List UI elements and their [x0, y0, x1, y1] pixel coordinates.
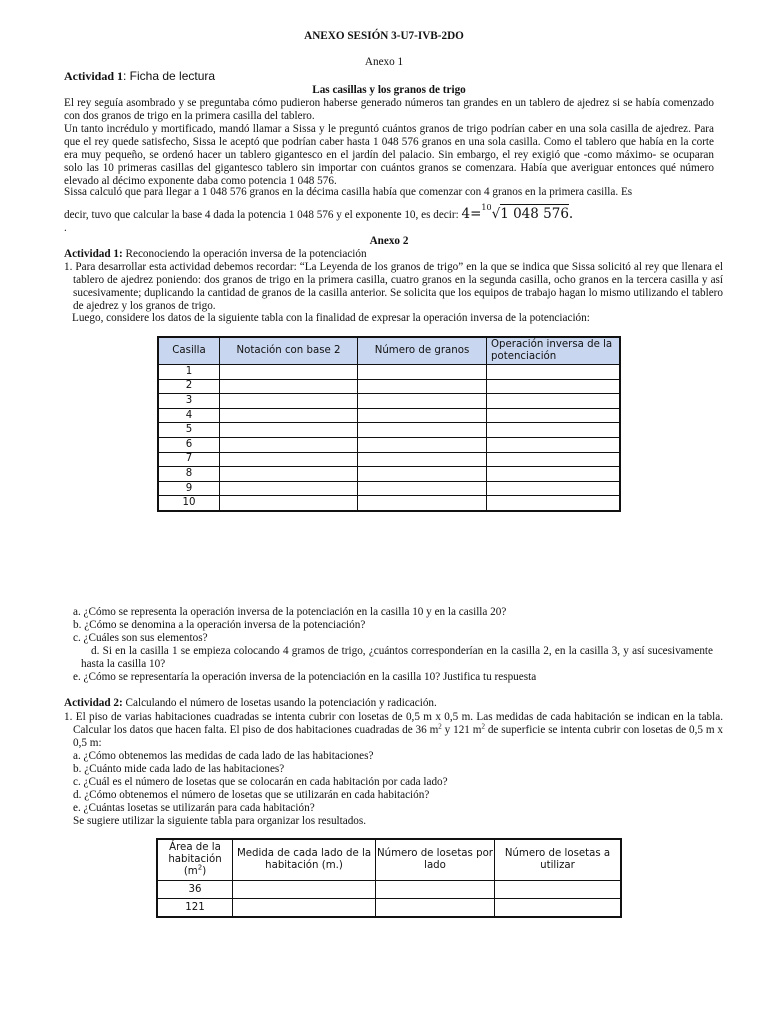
inversa-cell[interactable]: [487, 452, 621, 467]
casilla-cell: 6: [158, 437, 220, 452]
granos-table: [157, 336, 621, 512]
losetas-lado-cell[interactable]: [376, 899, 495, 918]
radical-sign-icon: √: [491, 206, 501, 222]
superscript-2: 2: [481, 722, 485, 731]
formula-lhs: 4=: [461, 206, 482, 222]
area-cell: 36: [157, 881, 233, 899]
notacion-cell[interactable]: [220, 452, 358, 467]
casilla-cell: 9: [158, 481, 220, 496]
notacion-cell[interactable]: [220, 437, 358, 452]
question-a: a. ¿Cómo se representa la operación inversa de la potenciación en la casilla 10 y en la casilla 20?: [73, 606, 507, 618]
question-b: b. ¿Cómo se denomina a la operación inversa de la potenciación?: [73, 619, 366, 631]
question-e: e. ¿Cómo se representaría la operación inversa de la potenciación en la casilla 10? Justifica tu respuesta: [73, 671, 537, 683]
granos-cell[interactable]: [358, 496, 487, 511]
act2-question: a. ¿Cómo obtenemos las medidas de cada lado de las habitaciones?: [73, 750, 374, 762]
casilla-cell: 5: [158, 423, 220, 438]
actividad2-heading: [64, 697, 437, 710]
reading-paragraph-3: Sissa calculó que para llegar a 1 048 576 granos en la décima casilla había que comenzar con 4 granos en la primera casilla. Es: [64, 186, 633, 198]
casilla-cell: 7: [158, 452, 220, 467]
act2-suggest: Se sugiere utilizar la siguiente tabla para organizar los resultados.: [73, 815, 367, 827]
inversa-cell[interactable]: [487, 365, 621, 380]
table-header-cell: [157, 839, 233, 881]
lado-cell[interactable]: [233, 899, 376, 918]
table-header-cell: Número de losetas por lado: [376, 839, 495, 881]
reading-paragraph-2: Un tanto incrédulo y mortificado, mandó llamar a Sissa y le preguntó cuántos granos de trigo podrían caber en una sola casilla de ajedrez. Para que el rey quede satisfecho, Sissa le aceptó que podrían caber hasta 1 048 576 granos en una sola casilla. Como el tablero que había en la corte era muy pequeño, se ordenó hacer un tablero gigantesco en el jardín del palacio. Sin embargo, el rey exigió que -como máximo- se ocuparan solo las 10 primeras casillas del gigantesco tablero sin importar con cuántos granos se comenzara. Había que averiguar entonces qué número elevado al décimo exponente daba como potencia 1 048 576.: [64, 123, 714, 187]
granos-cell[interactable]: [358, 423, 487, 438]
inversa-cell[interactable]: [487, 423, 621, 438]
notacion-cell[interactable]: [220, 365, 358, 380]
superscript-2: 2: [197, 863, 203, 872]
casilla-cell: 4: [158, 408, 220, 423]
casilla-cell: 8: [158, 467, 220, 482]
losetas-total-cell[interactable]: [495, 881, 622, 899]
casilla-cell: 1: [158, 365, 220, 380]
activity-name: Reconociendo la operación inversa de la potenciación: [122, 248, 367, 260]
table-row: [157, 899, 621, 918]
losetas-lado-cell[interactable]: [376, 881, 495, 899]
table-row: [158, 379, 620, 394]
anexo2-label: Anexo 2: [369, 235, 409, 247]
area-header-text: Área de la habitación: [168, 842, 222, 865]
table-header-row: [157, 839, 621, 881]
granos-cell[interactable]: [358, 467, 487, 482]
inversa-cell[interactable]: [487, 408, 621, 423]
activity-prefix: Actividad 1:: [64, 248, 123, 260]
inversa-cell[interactable]: [487, 437, 621, 452]
table-header-cell: Casilla: [158, 337, 220, 365]
table-header-cell: Número de granos: [358, 337, 487, 365]
casilla-cell: 2: [158, 379, 220, 394]
anexo2-item-1: 1. Para desarrollar esta actividad debemos recordar: “La Leyenda de los granos de trigo” en la que se indica que Sissa solicitó al rey que llenara el tablero de ajedrez poniendo: dos granos de trigo en la primera casilla, cuatro granos en la segunda casilla, ocho granos en la tercera casilla y así sucesivamente; duplicando la cantidad de granos de la casilla anterior. Se solicita que los equipos de trabajo hagan lo mismo utilizando el tablero de ajedrez y los granos de trigo.: [64, 261, 723, 312]
casilla-cell: 3: [158, 394, 220, 409]
notacion-cell[interactable]: [220, 467, 358, 482]
activity-name: : Ficha de lectura: [123, 69, 216, 83]
lado-cell[interactable]: [233, 881, 376, 899]
act2-question: d. ¿Cómo obtenemos el número de losetas que se utilizarán en cada habitación?: [73, 789, 430, 801]
formula-period: .: [568, 206, 574, 222]
granos-cell[interactable]: [358, 452, 487, 467]
activity-prefix: Actividad 1: [64, 69, 124, 83]
question-d: d. Si en la casilla 1 se empieza colocando 4 gramos de trigo, ¿cuántos corresponderían en la casilla 2, en la casilla 3, y así sucesivamente hasta la casilla 10?: [81, 645, 713, 670]
inversa-cell[interactable]: [487, 496, 621, 511]
table-header-cell: Número de losetas a utilizar: [495, 839, 622, 881]
root-formula: [461, 203, 574, 222]
granos-cell[interactable]: [358, 379, 487, 394]
table-header-cell: Operación inversa de la potenciación: [487, 337, 621, 365]
question-c: c. ¿Cuáles son sus elementos?: [73, 632, 208, 644]
granos-cell[interactable]: [358, 408, 487, 423]
granos-cell[interactable]: [358, 365, 487, 380]
table-row: [158, 452, 620, 467]
table-row: [158, 467, 620, 482]
table-header-cell: Notación con base 2: [220, 337, 358, 365]
inversa-cell[interactable]: [487, 467, 621, 482]
radicand: 1 048 576: [500, 206, 569, 222]
table-row: [158, 408, 620, 423]
casilla-cell: 10: [158, 496, 220, 511]
notacion-cell[interactable]: [220, 408, 358, 423]
act2-question: c. ¿Cuál es el número de losetas que se colocarán en cada habitación por cada lado?: [73, 776, 448, 788]
notacion-cell[interactable]: [220, 394, 358, 409]
table-header-row: [158, 337, 620, 365]
area-header-close: ): [202, 866, 207, 877]
table-row: [158, 437, 620, 452]
table-row: [157, 881, 621, 899]
table-row: [158, 394, 620, 409]
table-header-cell: Medida de cada lado de la habitación (m.): [233, 839, 376, 881]
activity-name: Calculando el número de losetas usando la potenciación y radicación.: [122, 697, 437, 709]
actividad2-item-1: [64, 711, 723, 750]
item1-text-a: 1. El piso de varias habitaciones cuadradas se intenta cubrir con losetas de 0,5 m x 0,5 m. Las medidas de cada habitación se indican en la tabla. Calcular los datos que hacen falta. El piso de dos habitaciones cuadradas de 36 m: [64, 711, 723, 736]
inversa-cell[interactable]: [487, 481, 621, 496]
inversa-cell[interactable]: [487, 394, 621, 409]
act2-question: e. ¿Cuántas losetas se utilizarán para cada habitación?: [73, 802, 315, 814]
losetas-total-cell[interactable]: [495, 899, 622, 918]
table-row: [158, 496, 620, 511]
granos-cell[interactable]: [358, 394, 487, 409]
notacion-cell[interactable]: [220, 481, 358, 496]
act2-question: b. ¿Cuánto mide cada lado de las habitaciones?: [73, 763, 285, 775]
reading-title: Las casillas y los granos de trigo: [312, 84, 466, 96]
table-row: [158, 365, 620, 380]
anexo1-activity-heading: [64, 70, 215, 83]
notacion-cell[interactable]: [220, 496, 358, 511]
inversa-cell[interactable]: [487, 379, 621, 394]
table-row: [158, 423, 620, 438]
superscript-2: 2: [438, 722, 442, 731]
reading-paragraph-3b: [64, 203, 724, 222]
anexo2-activity-heading: [64, 248, 367, 261]
stray-dot: .: [64, 222, 67, 234]
granos-cell[interactable]: [358, 481, 487, 496]
item1-text-b: y 121 m: [441, 724, 482, 736]
item1-text-c: de superficie se intenta cubrir con losetas de 0,5 m x 0,5 m:: [73, 724, 723, 749]
table-row: [158, 481, 620, 496]
area-cell: 121: [157, 899, 233, 918]
losetas-table: [156, 838, 622, 918]
document-title: ANEXO SESIÓN 3-U7-IVB-2DO: [304, 30, 464, 42]
root-index: 10: [481, 203, 492, 212]
anexo2-luego: Luego, considere los datos de la siguiente tabla con la finalidad de expresar la operación inversa de la potenciación:: [72, 312, 590, 324]
notacion-cell[interactable]: [220, 423, 358, 438]
area-header-unit: (m: [183, 866, 198, 877]
granos-cell[interactable]: [358, 437, 487, 452]
reading-paragraph-1: El rey seguía asombrado y se preguntaba cómo pudieron haberse generado números tan grandes en un tablero de ajedrez si se había comenzado con dos granos de trigo en la primera casilla del tablero.: [64, 97, 714, 122]
activity-prefix: Actividad 2:: [64, 697, 123, 709]
notacion-cell[interactable]: [220, 379, 358, 394]
anexo1-label: Anexo 1: [364, 56, 404, 68]
formula-intro: decir, tuvo que calcular la base 4 dada la potencia 1 048 576 y el exponente 10, es decir:: [64, 209, 459, 221]
